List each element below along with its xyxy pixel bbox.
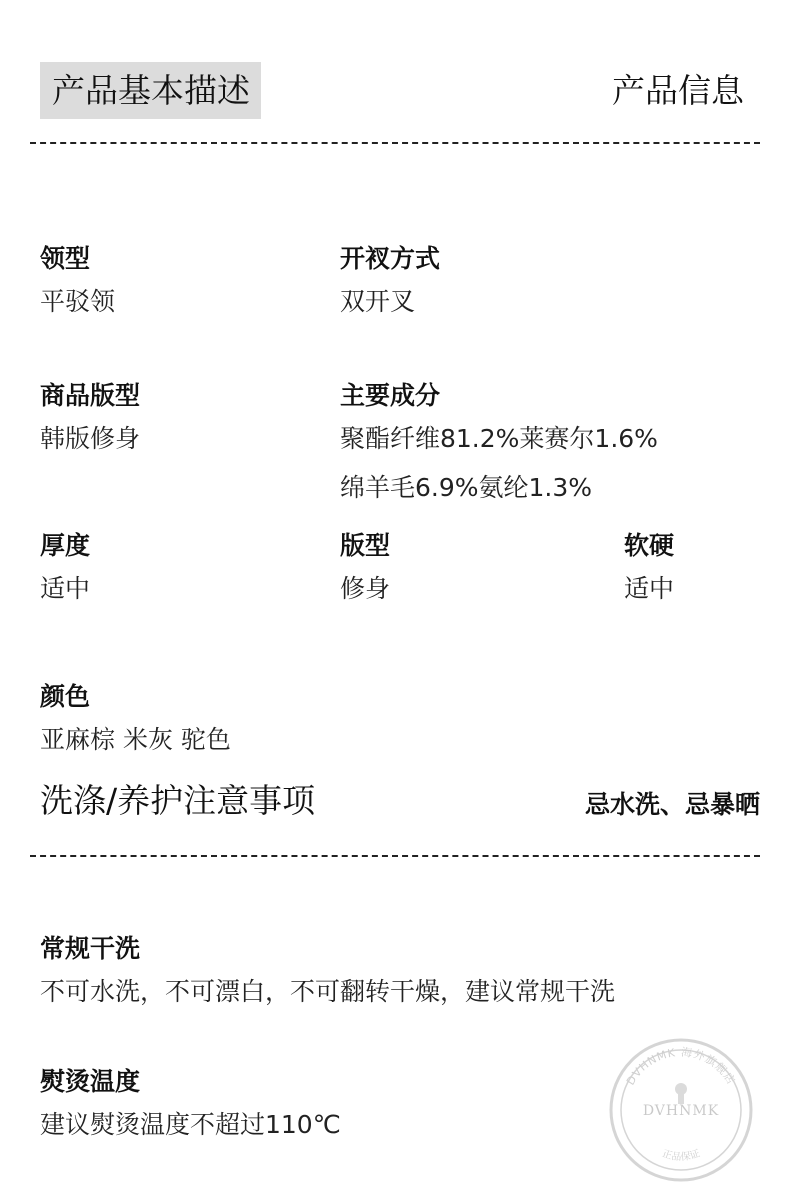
material-label: 主要成分 xyxy=(340,381,441,410)
softness-value: 适中 xyxy=(624,574,675,603)
collar-label: 领型 xyxy=(40,244,91,273)
fit-label: 版型 xyxy=(340,531,391,560)
material-line-1: 聚酯纤维81.2%莱赛尔1.6% xyxy=(340,424,658,453)
softness-label: 软硬 xyxy=(624,531,675,560)
color-value: 亚麻棕 米灰 驼色 xyxy=(40,725,231,754)
product-fit-label: 商品版型 xyxy=(40,381,141,410)
care-divider xyxy=(30,855,760,857)
dry-clean-label: 常规干洗 xyxy=(40,934,141,963)
collar-value: 平驳领 xyxy=(40,287,116,316)
seal-arc-text: DVHNMK 海外旗舰店 xyxy=(623,1045,739,1088)
header-tab-label: 产品基本描述 xyxy=(52,71,250,110)
seal-bottom-text: 正品保证 xyxy=(660,1148,702,1164)
vent-label: 开衩方式 xyxy=(340,244,441,273)
product-fit-value: 韩版修身 xyxy=(40,424,141,453)
thickness-label: 厚度 xyxy=(40,531,91,560)
ironing-value: 建议熨烫温度不超过110℃ xyxy=(40,1110,341,1139)
fit-value: 修身 xyxy=(340,574,391,603)
thickness-value: 适中 xyxy=(40,574,91,603)
dry-clean-value: 不可水洗，不可漂白，不可翻转干燥，建议常规干洗 xyxy=(40,977,616,1006)
material-line-2: 绵羊毛6.9%氨纶1.3% xyxy=(340,473,593,502)
seal-brand-text: DVHNMK xyxy=(642,1103,720,1119)
product-info-title: 产品信息 xyxy=(612,71,744,110)
svg-text:正品保证 xyxy=(661,1147,702,1163)
vent-value: 双开叉 xyxy=(340,287,416,316)
color-label: 颜色 xyxy=(40,682,91,711)
ironing-label: 熨烫温度 xyxy=(40,1067,141,1096)
care-section-title: 洗涤/养护注意事项 xyxy=(40,781,316,820)
header-divider xyxy=(30,142,760,144)
care-warning: 忌水洗、忌暴晒 xyxy=(584,790,760,819)
brand-seal-watermark xyxy=(607,1036,755,1184)
